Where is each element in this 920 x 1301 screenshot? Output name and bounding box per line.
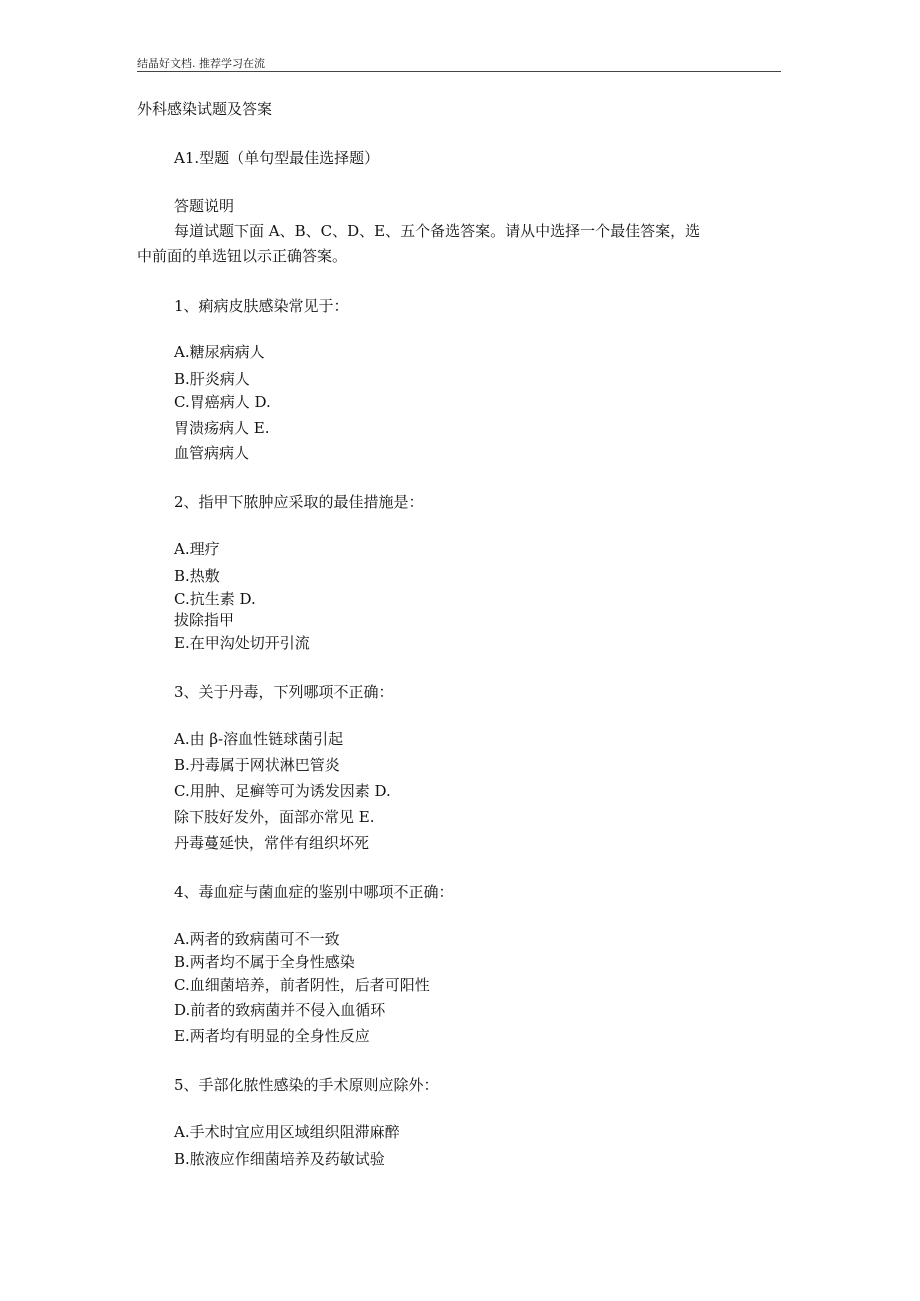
option-line: A.手术时宜应用区域组织阻滞麻醉 bbox=[174, 1123, 400, 1141]
header-rule bbox=[137, 71, 781, 72]
option-line: 拔除指甲 bbox=[174, 611, 235, 629]
question-stem: 1、痢病皮肤感染常见于： bbox=[174, 297, 349, 315]
option-line: B.热敷 bbox=[174, 567, 220, 585]
option-line: C.用肿、足癣等可为诱发因素 D. bbox=[174, 782, 391, 800]
header-text: 结晶好文档. 推荐学习在流 bbox=[137, 57, 265, 70]
option-line: B.肝炎病人 bbox=[174, 370, 250, 388]
question-stem: 5、手部化脓性感染的手术原则应除外： bbox=[174, 1076, 439, 1094]
question-stem: 3、关于丹毒，下列哪项不正确： bbox=[174, 683, 394, 701]
option-line: A.糖尿病病人 bbox=[174, 343, 265, 361]
option-line: A.由 β-溶血性链球菌引起 bbox=[174, 730, 344, 748]
option-line: B.丹毒属于网状淋巴管炎 bbox=[174, 756, 340, 774]
instructions-title: 答题说明 bbox=[174, 197, 235, 215]
option-line: 胃溃疡病人 E. bbox=[174, 419, 270, 437]
option-line: E.在甲沟处切开引流 bbox=[174, 634, 310, 652]
option-line: A.理疗 bbox=[174, 540, 220, 558]
instructions-line: 中前面的单选钮以示正确答案。 bbox=[137, 247, 348, 265]
option-line: C.血细菌培养，前者阴性，后者可阳性 bbox=[174, 976, 430, 994]
option-line: 丹毒蔓延快，常伴有组织坏死 bbox=[174, 834, 370, 852]
question-stem: 2、指甲下脓肿应采取的最佳措施是： bbox=[174, 493, 424, 511]
option-line: B.两者均不属于全身性感染 bbox=[174, 953, 355, 971]
instructions-line: 每道试题下面 A、B、C、D、E、五个备选答案。请从中选择一个最佳答案，选 bbox=[174, 222, 701, 240]
option-line: B.脓液应作细菌培养及药敏试验 bbox=[174, 1150, 385, 1168]
question-stem: 4、毒血症与菌血症的鉴别中哪项不正确： bbox=[174, 883, 454, 901]
option-line: 血管病病人 bbox=[174, 444, 250, 462]
doc-title: 外科感染试题及答案 bbox=[137, 100, 273, 118]
option-line: D.前者的致病菌并不侵入血循环 bbox=[174, 1001, 386, 1019]
option-line: C.胃癌病人 D. bbox=[174, 393, 271, 411]
option-line: 除下肢好发外，面部亦常见 E. bbox=[174, 808, 375, 826]
option-line: A.两者的致病菌可不一致 bbox=[174, 930, 340, 948]
section-type: A1.型题（单句型最佳选择题） bbox=[174, 149, 380, 167]
option-line: C.抗生素 D. bbox=[174, 590, 256, 608]
option-line: E.两者均有明显的全身性反应 bbox=[174, 1027, 370, 1045]
